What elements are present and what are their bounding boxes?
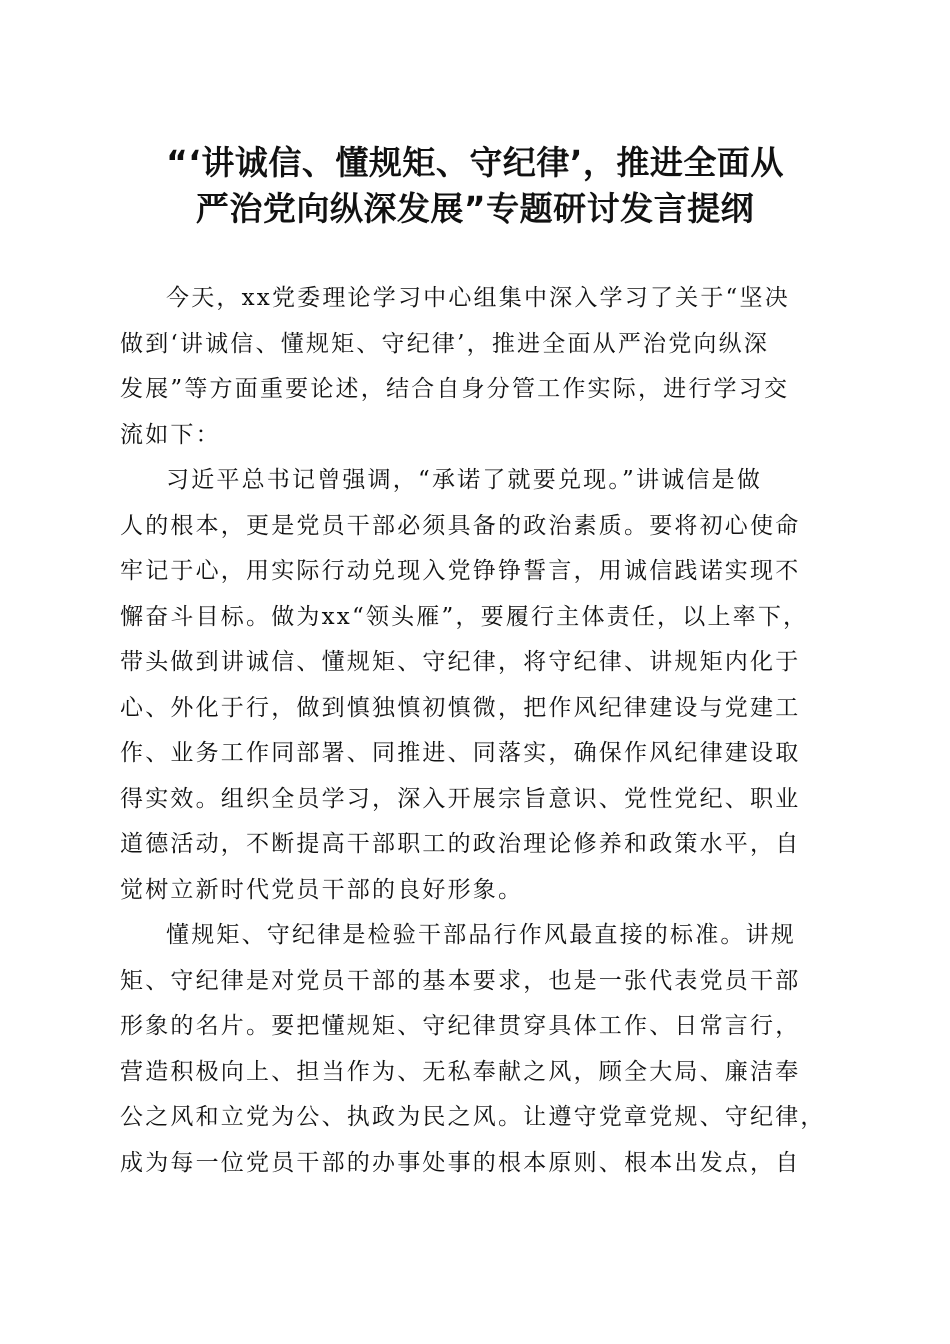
document-title [100, 140, 850, 232]
paragraph-line: 觉树立新时代党员干部的良好形象。 [120, 876, 524, 903]
paragraph-line: 心、外化于行，做到慎独慎初慎微，把作风纪律建设与党建工 [120, 694, 801, 721]
paragraph-line: 道德活动，不断提高干部职工的政治理论修养和政策水平，自 [120, 831, 801, 857]
paragraph-intro [120, 276, 832, 458]
paragraph-line: 做到‘讲诚信、懂规矩、守纪律’，推进全面从严治党向纵深 [120, 330, 770, 357]
paragraph-line: 习近平总书记曾强调，“承诺了就要兑现。”讲诚信是做 [166, 467, 763, 493]
paragraph-line: 营造积极向上、担当作为、无私奉献之风，顾全大局、廉洁奉 [120, 1058, 801, 1085]
paragraph-line: 人的根本，更是党员干部必须具备的政治素质。要将初心使命 [120, 512, 801, 539]
paragraph-line: 今天，xx党委理论学习中心组集中深入学习了关于“坚决 [166, 285, 790, 311]
paragraph-line: 成为每一位党员干部的办事处事的根本原则、根本出发点，自 [120, 1149, 801, 1176]
title-line-1: “‘讲诚信、懂规矩、守纪律’，推进全面从 [166, 143, 784, 182]
paragraph-line: 发展”等方面重要论述，结合自身分管工作实际，进行学习交 [120, 376, 790, 402]
paragraph-integrity [120, 458, 832, 913]
paragraph-line: 带头做到讲诚信、懂规矩、守纪律，将守纪律、讲规矩内化于 [120, 649, 801, 675]
document-body [120, 276, 832, 1186]
paragraph-discipline [120, 913, 832, 1186]
paragraph-line: 流如下： [120, 421, 221, 448]
paragraph-line: 牢记于心，用实际行动兑现入党铮铮誓言，用诚信践诺实现不 [120, 558, 801, 584]
paragraph-line: 懂规矩、守纪律是检验干部品行作风最直接的标准。讲规 [166, 922, 796, 948]
paragraph-line: 作、业务工作同部署、同推进、同落实，确保作风纪律建设取 [120, 740, 801, 766]
paragraph-line: 得实效。组织全员学习，深入开展宗旨意识、党性党纪、职业 [120, 785, 801, 812]
title-line-2: 严治党向纵深发展”专题研讨发言提纲 [195, 189, 755, 228]
paragraph-line: 形象的名片。要把懂规矩、守纪律贯穿具体工作、日常言行， [120, 1013, 801, 1039]
paragraph-line: 公之风和立党为公、执政为民之风。让遵守党章党规、守纪律， [120, 1104, 826, 1130]
paragraph-line: 矩、守纪律是对党员干部的基本要求，也是一张代表党员干部 [120, 967, 801, 994]
paragraph-line: 懈奋斗目标。做为xx“领头雁”，要履行主体责任，以上率下， [120, 603, 809, 630]
